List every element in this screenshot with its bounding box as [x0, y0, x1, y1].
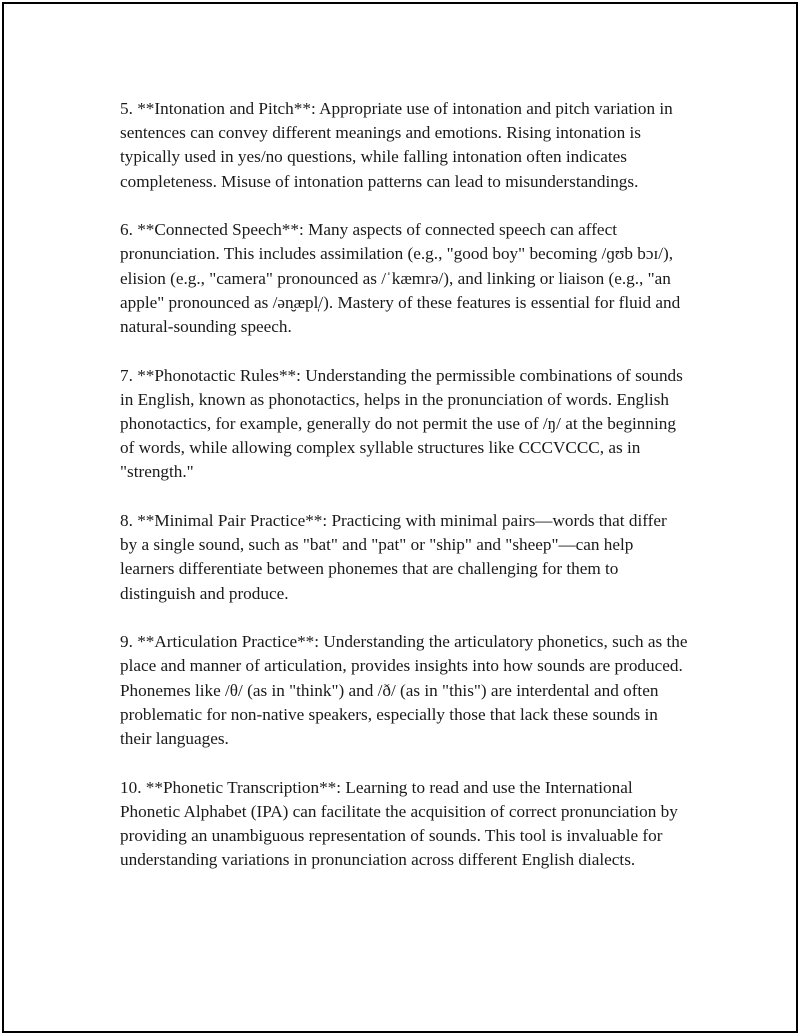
paragraph-phonetic-transcription: 10. **Phonetic Transcription**: Learning to read and use the International Phonetic Alphabet (IPA) can facilitate the acquisition of correct pronunciation by providing an unambiguous representation of sounds. This tool is invaluable for understanding variations in pronunciation across different English dialects.	[120, 777, 678, 870]
paragraph-articulation-practice: 9. **Articulation Practice**: Understanding the articulatory phonetics, such as the place and manner of articulation, provides insights into how sounds are produced. Phonemes like /θ/ (as in "think") and /ð/ (as in "this") are interdental and often problematic for non-native speakers, especially those that lack these sounds in their languages.	[120, 632, 688, 749]
page-frame	[2, 2, 798, 1033]
paragraph-phonotactic-rules: 7. **Phonotactic Rules**: Understanding the permissible combinations of sounds in English, known as phonotactics, helps in the pronunciation of words. English phonotactics, for example, generally do not permit the use of /ŋ/ at the beginning of words, while allowing complex syllable structures like CCCVCCC, as in "strength."	[120, 365, 683, 482]
paragraph-intonation-and-pitch: 5. **Intonation and Pitch**: Appropriate use of intonation and pitch variation in sentences can convey different meanings and emotions. Rising intonation is typically used in yes/no questions, while falling intonation often indicates completeness. Misuse of intonation patterns can lead to misunderstandings.	[120, 99, 673, 191]
paragraph-minimal-pair-practice: 8. **Minimal Pair Practice**: Practicing with minimal pairs—words that differ by a single sound, such as "bat" and "pat" or "ship" and "sheep"—can help learners differentiate between phonemes that are challenging for them to distinguish and produce.	[120, 511, 667, 603]
document-body	[120, 97, 688, 897]
paragraph-connected-speech: 6. **Connected Speech**: Many aspects of connected speech can affect pronunciation. This includes assimilation (e.g., "good boy" becoming /ɡʊb bɔɪ/), elision (e.g., "camera" pronounced as /ˈkæmrə/), and linking or liaison (e.g., "an apple" pronounced as /ən̮æpl̩/). Mastery of these features is essential for fluid and natural-sounding speech.	[120, 220, 681, 337]
